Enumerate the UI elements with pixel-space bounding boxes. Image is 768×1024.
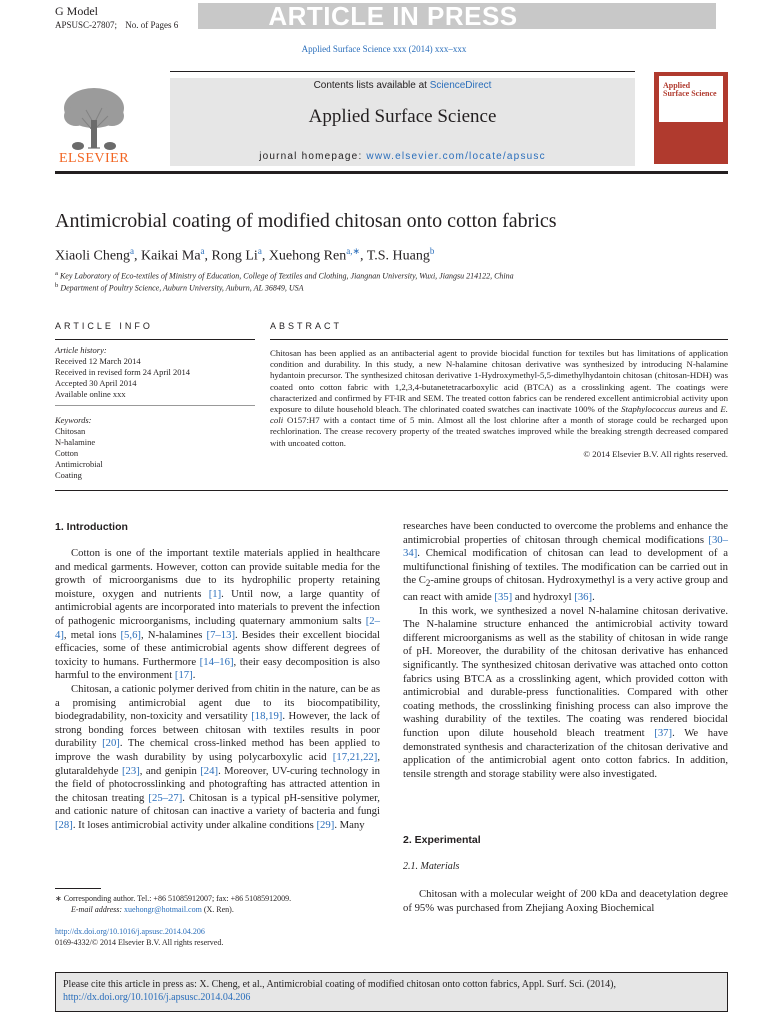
paper-title: Antimicrobial coating of modified chitosan onto cotton fabrics <box>55 210 557 232</box>
corresponding-author-note: ∗ Corresponding author. Tel.: +86 51085912007; fax: +86 51085912009. <box>55 894 292 903</box>
citation-link[interactable]: [30–34] <box>403 533 728 560</box>
citation-link[interactable]: [28] <box>55 818 73 831</box>
abstract-heading: ABSTRACT <box>270 321 343 331</box>
header-rule-top <box>170 71 635 72</box>
doi-link[interactable] <box>55 926 435 937</box>
keyword-cotton: Cotton <box>55 448 79 458</box>
abstract-part-1: Chitosan has been applied as an antibacterial agent to provide biocidal function for textiles but has limitations of application condition and durability. In this study, a new N-halamine chitosan derivative was synthesized by introducing N-halamine hydantoin precursor. The synthesized chitosan derivative 1-Hydroxymethyl-5,5-dimethylhydantoin chitosan (chitosan-HDH) was coated onto cotton fabric with 1,2,3,4-butanetetracarboxylic acid (BTCA) as a crosslinking agent. The coatings were characterized and confirmed by FT-IR and SEM. The treated cotton fabrics can be rendered excellent antimicrobial activity upon exposure to dilute household bleach. The chlorinated coated swatches can inactivate 100% of the <box>270 348 728 415</box>
author-name: Xuehong Ren <box>268 248 347 264</box>
history-received: Received 12 March 2014 <box>55 356 141 366</box>
citation-link[interactable]: [17,21,22] <box>332 750 378 763</box>
intro-paragraph-4: In this work, we synthesized a novel N-halamine chitosan derivative. The N-halamine structure enhanced the antimicrobial activity toward different microorganisms as well as the stability of chitosan in wide range of pH. Moreover, the durability of the chitosan derivative has enhanced significantly. The synthesized chitosan derivative was attached onto cotton fabrics using BTCA as a crosslinking agent, which provided cotton with antimicrobial and durable-press functionalities. Compared with other coating methods, the crosslinking finishing process can also improve the washing durability of the textiles. The coating was rendered biocidal function upon dilute household bleach treatment [37]. We have demonstrated synthesis and characterization of the chitosan derivative and application of the antimicrobial agent onto cotton fabrics. In addition, tensile strength and storage stability were also investigated. <box>403 604 728 780</box>
keyword-chitosan: Chitosan <box>55 426 86 436</box>
intro-paragraph-3: researches have been conducted to overcome the problems and enhance the antimicrobial properties of chitosan through chemical modifications [30–34]. Chemical modification of chitosan can lead to development of a multifunctional finishing of textiles. The modification can be carried out in the $C_2$-amine groups of chitosan. Hydroxymethyl is a very active group and can react with amide [35] and hydroxyl [36]. <box>403 520 728 604</box>
article-reference <box>55 19 178 31</box>
email-label: E-mail address: <box>71 905 125 914</box>
citation-link[interactable]: [7–13] <box>206 628 236 641</box>
author-name: Kaikai Ma <box>141 248 201 264</box>
abstract-rule <box>270 339 728 340</box>
email-suffix: (X. Ren). <box>201 905 234 914</box>
affiliation-b-text: Department of Poultry Science, Auburn University, Auburn, AL 36849, USA <box>60 283 304 293</box>
journal-homepage <box>170 151 635 162</box>
homepage-label: journal homepage: <box>259 151 367 162</box>
journal-reference-link[interactable]: Applied Surface Science xxx (2014) xxx–xxx <box>301 44 467 54</box>
intro-paragraph-1: Cotton is one of the important textile materials applied in healthcare and medical garments. However, cotton can provide suitable media for the growth of microorganisms due to its hydrophilic property retaining moisture, oxygen and nutrients [1]. Until now, a large quantity of antimicrobial agents are incorporated into materials to prevent the infection of pathogenic microorganisms, including quaternary ammonium salts [2–4], metal ions [5,6], N-halamines [7–13]. Besides their excellent biocidal efficacies, some of these antimicrobial agents show different degrees of toxicity to humans. Furthermore [14–16], their easy decomposition is also harmful to the environment [17]. <box>55 547 380 682</box>
affiliation-b <box>55 280 728 294</box>
history-revised: Received in revised form 24 April 2014 <box>55 367 191 377</box>
history-label: Article history: <box>55 345 107 355</box>
citation-link[interactable]: [2–4] <box>55 614 380 641</box>
abstract-conjunction: and <box>702 404 721 415</box>
article-info-heading: ARTICLE INFO <box>55 321 153 331</box>
citation-link[interactable]: [18,19] <box>251 710 283 723</box>
footnote-rule <box>55 888 101 889</box>
article-id: APSUSC-27807; <box>55 20 118 30</box>
author-name: T.S. Huang <box>366 248 430 264</box>
history-online: Available online xxx <box>55 389 126 399</box>
citation-link[interactable]: [1] <box>208 587 222 600</box>
abstract-copyright: © 2014 Elsevier B.V. All rights reserved. <box>583 448 728 459</box>
citation-link[interactable]: [20] <box>102 737 120 750</box>
cover-title-line-2: Surface Science <box>663 89 717 98</box>
article-in-press-label: ARTICLE IN PRESS <box>268 1 518 31</box>
contents-prefix: Contents lists available at <box>313 80 430 91</box>
author-affiliation-marker[interactable]: a <box>200 246 205 256</box>
author-affiliation-marker[interactable]: a <box>257 246 262 256</box>
author-list: Xiaoli Cheng$^a$, Kaikai Ma$^a$, Rong Li$^a$, Xuehong Ren$^{a,∗}$, T.S. Huang$^b$ <box>55 246 435 264</box>
citation-doi-link[interactable]: http://dx.doi.org/10.1016/j.apsusc.2014.04.206 <box>63 992 251 1003</box>
citation-link[interactable]: [25–27] <box>148 791 183 804</box>
right-column <box>403 520 728 781</box>
journal-cover-title <box>663 82 723 98</box>
materials-column <box>403 888 728 915</box>
affiliation-b-marker: b <box>55 282 59 289</box>
issn-line: 0169-4332/© 2014 Elsevier B.V. All rights reserved. <box>55 938 224 947</box>
author-name: Xiaoli Cheng <box>55 248 131 264</box>
experimental-heading: 2. Experimental <box>403 834 481 846</box>
article-info-rule <box>55 339 255 340</box>
subscript: 2 <box>425 578 431 589</box>
citation-link[interactable]: [23] <box>121 764 140 777</box>
affiliation-a-text: Key Laboratory of Eco-textiles of Ministry of Education, College of Textiles and Clothing, Jiangnan University, Wuxi, Jiangsu 214122, China <box>59 271 514 281</box>
citation-text <box>63 978 725 1004</box>
cover-title-line-1: Applied <box>663 81 691 90</box>
g-model-label: G Model <box>55 4 98 18</box>
abstract-organism-1: Staphylococcus aureus <box>621 404 703 415</box>
keywords-rule <box>55 405 255 406</box>
abstract-organism-2: E. coli <box>270 404 728 426</box>
citation-link[interactable]: [36] <box>574 591 593 604</box>
abstract-part-2: O157:H7 with a contact time of 5 min. Almost all the lost chlorine after a month of storage could be recharged upon rechlorination. The crease recovery property of the treated swatches improved while the breaking strength decreased compared with uncoated cotton. <box>270 415 728 448</box>
citation-link[interactable]: [14–16] <box>199 655 234 668</box>
citation-link[interactable]: [35] <box>494 591 513 604</box>
page-count: No. of Pages 6 <box>125 20 179 30</box>
author-name: Rong Li <box>211 248 258 264</box>
citation-link[interactable]: [37] <box>654 727 673 740</box>
keyword-n-halamine: N-halamine <box>55 437 96 447</box>
journal-title: Applied Surface Science <box>308 106 497 127</box>
left-column <box>55 547 380 832</box>
affiliation-a-marker: a <box>55 270 58 277</box>
sciencedirect-link[interactable]: ScienceDirect <box>429 80 492 91</box>
abstract-bottom-rule <box>55 490 728 491</box>
abstract-text <box>270 348 728 460</box>
citation-link[interactable]: [5,6] <box>120 628 141 641</box>
email-note <box>71 904 451 915</box>
keyword-coating: Coating <box>55 470 82 480</box>
citation-link[interactable]: [24] <box>200 764 219 777</box>
author-affiliation-marker[interactable]: a <box>130 246 135 256</box>
keywords-label: Keywords: <box>55 415 92 425</box>
header-rule-bottom <box>55 171 728 174</box>
email-link[interactable]: xuehongr@hotmail.com <box>124 905 202 914</box>
homepage-link[interactable]: www.elsevier.com/locate/apsusc <box>366 151 546 162</box>
citation-sentence: Please cite this article in press as: X. Cheng, et al., Antimicrobial coating of modified chitosan onto cotton fabrics, Appl. Surf. Sci. (2014), <box>63 979 616 990</box>
elsevier-wordmark: ELSEVIER <box>58 151 130 166</box>
author-affiliation-marker[interactable]: a,∗ <box>346 246 360 256</box>
history-accepted: Accepted 30 April 2014 <box>55 378 137 388</box>
keyword-antimicrobial: Antimicrobial <box>55 459 103 469</box>
intro-paragraph-2: Chitosan, a cationic polymer derived from chitin in the nature, can be as a promising antimicrobial agent due to its biocompatibility, biodegradability, non-toxicity and versatility [18,19]. However, the lack of strong bonding forces between chitosan with textiles results in poor durability [20]. The chemical cross-linked method has been applied to improve the wash durability by using polycarboxylic acid [17,21,22], glutaraldehyde [23], and genipin [24]. Moreover, UV-curing technology in the field of photocrosslinking and photografting has attracted attention in the chitosan treating [25–27]. Chitosan is a typical pH-sensitive polymer, and cationic nature of chitosan can inactive a variety of bacteria and fungi [28]. It loses antimicrobial activity under alkaline conditions [29]. Many <box>55 682 380 831</box>
citation-link[interactable]: [17] <box>174 669 193 682</box>
materials-heading: 2.1. Materials <box>403 861 460 872</box>
materials-paragraph: Chitosan with a molecular weight of 200 kDa and deacetylation degree of 95% was purchased from Zhejiang Aoxing Biochemical <box>403 888 728 914</box>
introduction-heading: 1. Introduction <box>55 521 128 533</box>
citation-link[interactable]: [29] <box>316 818 335 831</box>
author-affiliation-marker[interactable]: b <box>429 246 435 256</box>
contents-line <box>170 80 635 91</box>
doi-link-text[interactable]: http://dx.doi.org/10.1016/j.apsusc.2014.04.206 <box>55 927 205 936</box>
